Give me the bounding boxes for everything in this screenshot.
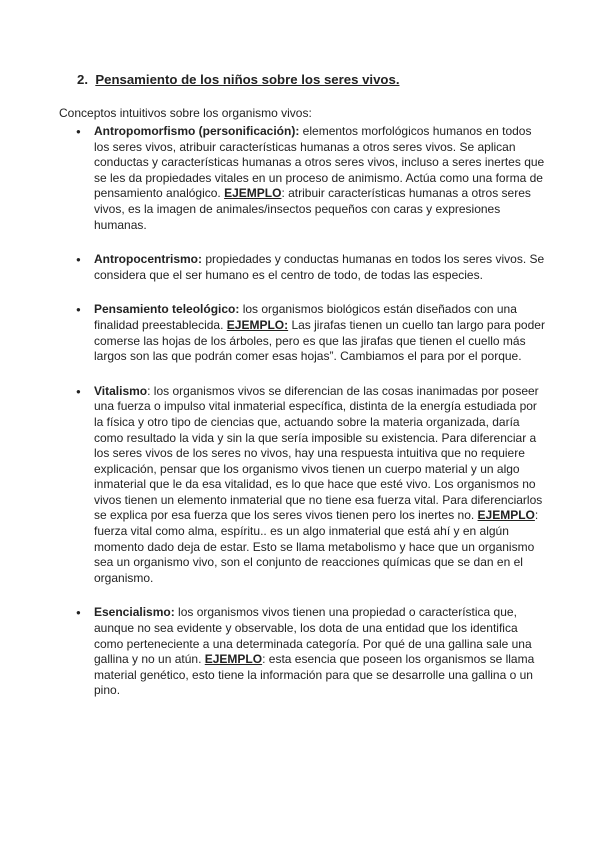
list-item bbox=[76, 252, 546, 283]
example-label: EJEMPLO bbox=[477, 508, 535, 523]
example-label: EJEMPLO bbox=[204, 652, 263, 667]
concept-term: Esencialismo: bbox=[94, 605, 175, 620]
concept-term: Antropomorfismo (personificación): bbox=[94, 124, 300, 138]
example-text: Las jirafas tienen un cuello tan largo para poder comerse las hojas de los árboles, pero es que las jirafas que tienen el cuello más largos son las que podrán comer esas hojas”. Cambiamos el para por el porque. bbox=[94, 317, 545, 364]
example-text: : fuerza vital como alma, espíritu.. es un algo inmaterial que está ahí y en algún momento dado deja de estar. Esto se llama metabolismo y hace que un organismo sea un organismo vivo, son el conjunto de reacciones químicas que se dan en el organismo. bbox=[94, 508, 539, 585]
concept-text: los organismos biológicos están diseñados con una finalidad preestablecida. bbox=[94, 302, 517, 332]
intro-text: Conceptos intuitivos sobre los organismo vivos: bbox=[59, 106, 312, 120]
list-item bbox=[76, 384, 546, 587]
example-text: : atribuir características humanas a otros seres vivos, es la imagen de animales/insectos pequeños con caras y expresiones humanas. bbox=[94, 186, 531, 232]
section-title: Pensamiento de los niños sobre los seres vivos. bbox=[95, 72, 400, 87]
list-item bbox=[76, 302, 546, 364]
concept-text: : los organismos vivos se diferencian de las cosas inanimadas por poseer una fuerza o impulso vital inmaterial específica, distinta de la energía estudiada por la física y otro tipo de ciencias que, actuando sobre la materia organizada, daría como resultado la vida y sin la que sería imposible su existencia. Para diferenciar a los seres vivos de los seres no vivos, hay una respuesta intuitiva que no requiere explicación, pensar que los organismo vivos tienen un cuerpo material y un algo inmaterial que le da esa vitalidad, es lo que hace que esté vivo. Los organismos no vivos tienen un elemento inmaterial que no tiene esa fuerza vital. Para diferenciarlos se explica por esa fuerza que los seres vivos tienen pero los inertes no. bbox=[94, 383, 543, 523]
list-item bbox=[76, 605, 546, 699]
example-label: EJEMPLO bbox=[224, 186, 282, 201]
concept-text: elementos morfológicos humanos en todos los seres vivos, atribuir características humanas a otros seres vivos. Se aplican conductas y características humanas a otros seres vivos, incluso a seres inertes que se les da propiedades vitales en un proceso de animismo. Actúa como una forma de pensamiento analógico. bbox=[94, 124, 545, 201]
section-number: 2. bbox=[77, 72, 88, 87]
concept-list bbox=[76, 124, 546, 718]
section-heading bbox=[77, 72, 399, 87]
example-text: : esta esencia que poseen los organismos se llama material genético, esto tiene la información para que se desarrolle una gallina o un pino. bbox=[94, 652, 535, 698]
concept-term: Vitalismo bbox=[94, 383, 148, 398]
concept-term: Pensamiento teleológico: bbox=[94, 302, 240, 317]
concept-text: los organismos vivos tienen una propiedad o característica que, aunque no sea evidente y observable, los dota de una entidad que los identifica como perteneciente a una determinada categoría. Por qué de una gallina sale una gallina y no un atún. bbox=[94, 605, 532, 667]
concept-term: Antropocentrismo: bbox=[94, 252, 202, 267]
concept-text: propiedades y conductas humanas en todos los seres vivos. Se considera que el ser humano es el centro de todo, de todas las especies. bbox=[94, 252, 545, 282]
list-item bbox=[76, 124, 546, 233]
example-label: EJEMPLO: bbox=[226, 317, 289, 332]
